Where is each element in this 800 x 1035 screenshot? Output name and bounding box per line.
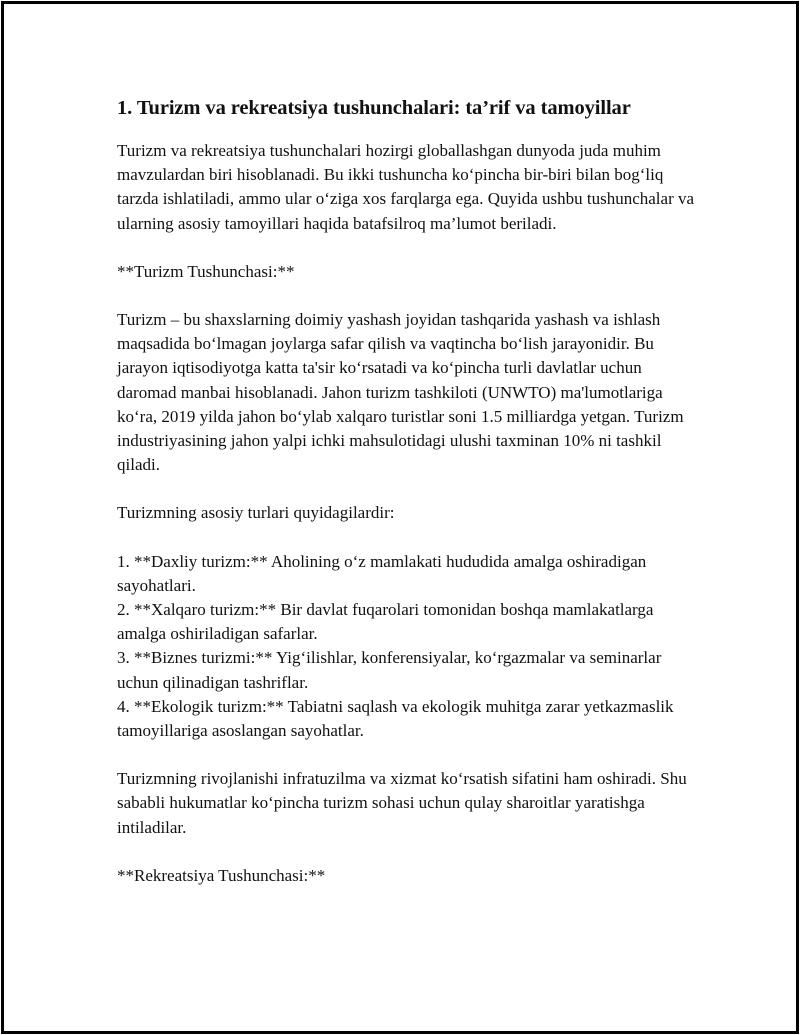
turizm-definition-paragraph: Turizm – bu shaxslarning doimiy yashash joyidan tashqarida yashash va ishlash maqsadida bo‘lmagan joylarga safar qilish va vaqtincha bo‘lish jarayonidir. Bu jarayon iqtisodiyotga katta ta'sir ko‘rsatadi va ko‘pincha turli davlatlar uchun daromad manbai hisoblanadi. Jahon turizm tashkiloti (UNWTO) ma'lumotlariga ko‘ra, 2019 yilda jahon bo‘ylab xalqaro turistlar soni 1.5 milliardga yetgan. Turizm industriyasining jahon yalpi ichki mahsulotidagi ulushi taxminan 10% ni tashkil qiladi. [117, 310, 684, 475]
types-intro: Turizmning asosiy turlari quyidagilardir: [117, 503, 395, 523]
list-item: 1. **Daxliy turizm:** Aholining o‘z mamlakati hududida amalga oshiradigan sayohatlari. [117, 551, 647, 595]
section-heading: 1. Turizm va rekreatsiya tushunchalari: ta’rif va tamoyillar [117, 97, 631, 119]
intro-paragraph: Turizm va rekreatsiya tushunchalari hozirgi globallashgan dunyoda juda muhim mavzulardan biri hisoblanadi. Bu ikki tushuncha ko‘pincha bir-biri bilan bog‘liq tarzda ishlatiladi, ammo ular o‘ziga xos farqlarga ega. Quyida ushbu tushunchalar va ularning asosiy tamoyillari haqida batafsilroq ma’lumot beriladi. [117, 141, 695, 233]
turizm-subheading: **Turizm Tushunchasi:** [117, 261, 295, 281]
tourism-types-list [117, 550, 697, 744]
document-body [117, 95, 697, 912]
list-item: 2. **Xalqaro turizm:** Bir davlat fuqarolari tomonidan boshqa mamlakatlarga amalga oshiriladigan safarlar. [117, 600, 654, 644]
development-paragraph: Turizmning rivojlanishi infratuzilma va xizmat ko‘rsatish sifatini ham oshiradi. Shu sababli hukumatlar ko‘pincha turizm sohasi uchun qulay sharoitlar yaratishga intiladilar. [117, 769, 687, 837]
list-item: 3. **Biznes turizmi:** Yig‘ilishlar, konferensiyalar, ko‘rgazmalar va seminarlar uchun qilinadigan tashriflar. [117, 648, 662, 692]
list-item: 4. **Ekologik turizm:** Tabiatni saqlash va ekologik muhitga zarar yetkazmaslik tamoyillariga asoslangan sayohatlar. [117, 696, 674, 741]
rekreatsiya-subheading: **Rekreatsiya Tushunchasi:** [117, 865, 326, 885]
